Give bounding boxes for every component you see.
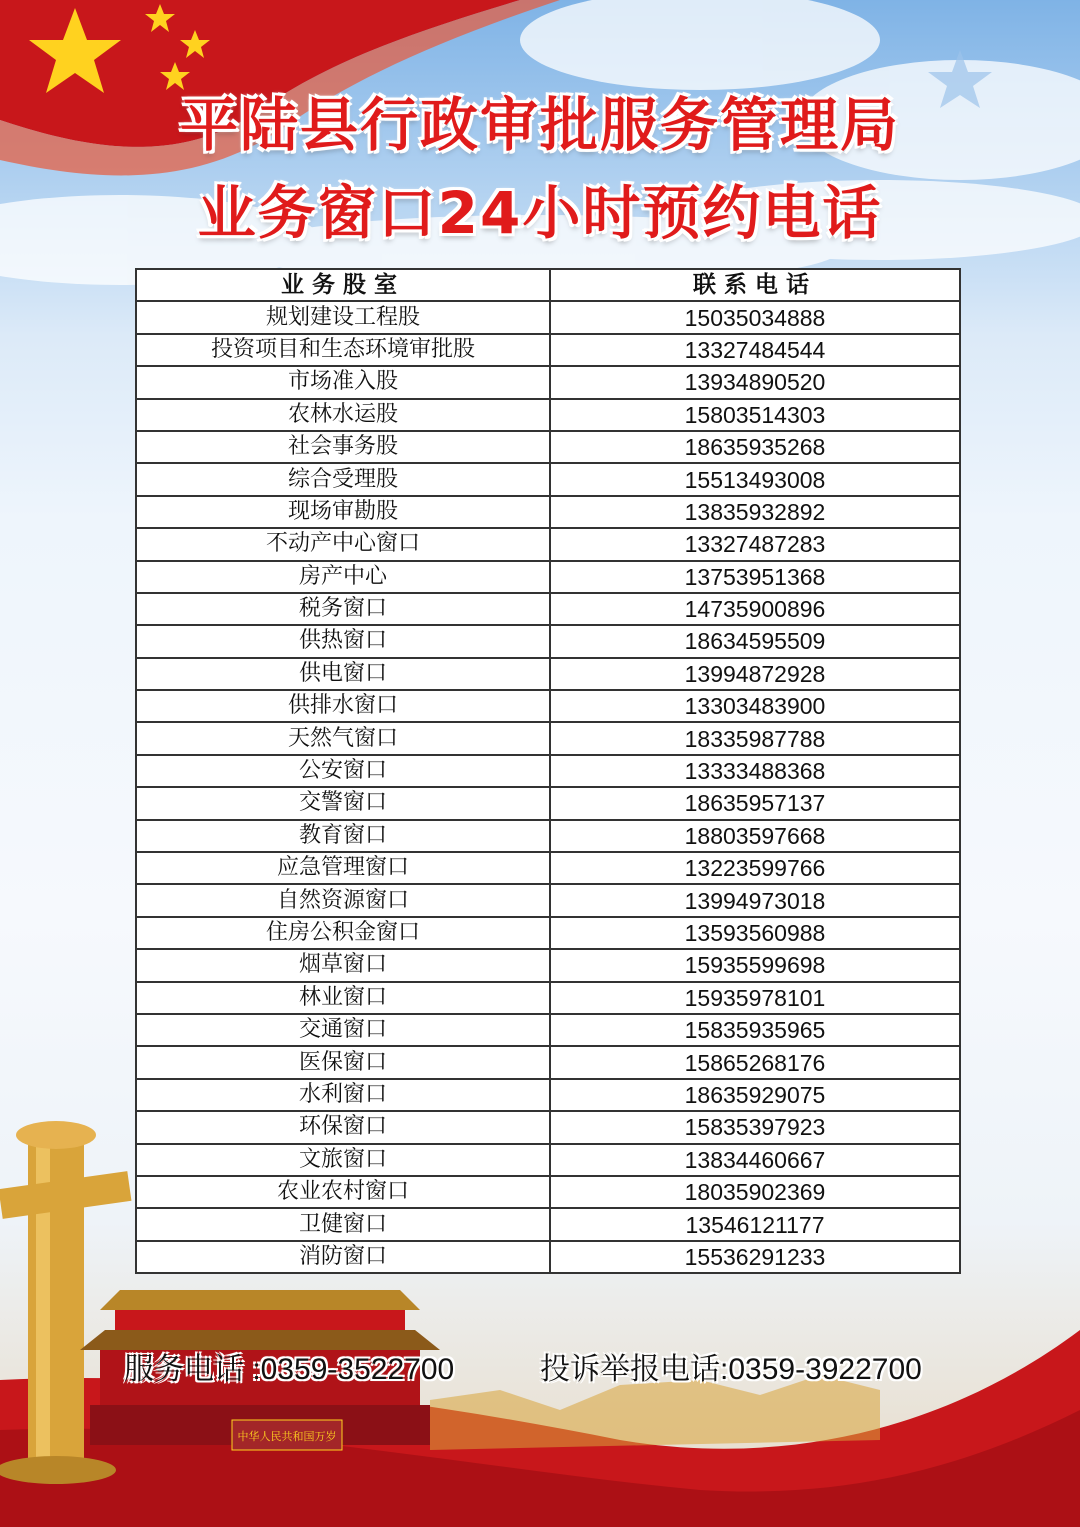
table-row: [136, 820, 960, 852]
table-header-row: [136, 269, 960, 301]
department-cell: 交通窗口: [136, 1014, 550, 1046]
table-row: [136, 496, 960, 528]
department-cell: 水利窗口: [136, 1079, 550, 1111]
phone-cell: 18635929075: [550, 1079, 960, 1111]
table-row: [136, 1176, 960, 1208]
department-cell: 烟草窗口: [136, 949, 550, 981]
phone-cell: 18803597668: [550, 820, 960, 852]
table-row: [136, 852, 960, 884]
department-cell: 农业农村窗口: [136, 1176, 550, 1208]
department-cell: 环保窗口: [136, 1111, 550, 1143]
table-row: [136, 399, 960, 431]
table-row: [136, 528, 960, 560]
table-row: [136, 755, 960, 787]
phone-cell: 18635935268: [550, 431, 960, 463]
table-row: [136, 431, 960, 463]
table-row: [136, 690, 960, 722]
phone-cell: 13994973018: [550, 884, 960, 916]
table-row: [136, 625, 960, 657]
header-phone: 联系电话: [550, 269, 960, 301]
department-cell: 社会事务股: [136, 431, 550, 463]
table-row: [136, 1208, 960, 1240]
phone-cell: 13835932892: [550, 496, 960, 528]
department-cell: 林业窗口: [136, 982, 550, 1014]
table-row: [136, 787, 960, 819]
phone-cell: 14735900896: [550, 593, 960, 625]
department-cell: 应急管理窗口: [136, 852, 550, 884]
page-subtitle: 业务窗口24小时预约电话: [197, 179, 883, 247]
phone-cell: 15935978101: [550, 982, 960, 1014]
department-cell: 教育窗口: [136, 820, 550, 852]
table-row: [136, 949, 960, 981]
department-cell: 消防窗口: [136, 1241, 550, 1273]
table-row: [136, 658, 960, 690]
department-cell: 投资项目和生态环境审批股: [136, 334, 550, 366]
phone-cell: 13593560988: [550, 917, 960, 949]
phone-cell: 18335987788: [550, 722, 960, 754]
table-row: [136, 1014, 960, 1046]
table-row: [136, 593, 960, 625]
department-cell: 市场准入股: [136, 366, 550, 398]
department-cell: 卫健窗口: [136, 1208, 550, 1240]
table-row: [136, 1046, 960, 1078]
phone-cell: 15865268176: [550, 1046, 960, 1078]
service-phone: 服务电话 :0359-3522700: [124, 1353, 455, 1386]
header-department: 业务股室: [136, 269, 550, 301]
table-row: [136, 884, 960, 916]
phone-cell: 15513493008: [550, 463, 960, 495]
table-row: [136, 334, 960, 366]
table-row: [136, 982, 960, 1014]
department-cell: 文旅窗口: [136, 1144, 550, 1176]
department-cell: 天然气窗口: [136, 722, 550, 754]
phone-cell: 13753951368: [550, 561, 960, 593]
building-plaque-text: 中华人民共和国万岁: [237, 1430, 337, 1443]
table-row: [136, 917, 960, 949]
department-cell: 交警窗口: [136, 787, 550, 819]
department-cell: 综合受理股: [136, 463, 550, 495]
department-cell: 现场审勘股: [136, 496, 550, 528]
table-row: [136, 1241, 960, 1273]
phone-cell: 18035902369: [550, 1176, 960, 1208]
table-row: [136, 463, 960, 495]
table-row: [136, 366, 960, 398]
complaint-phone: 投诉举报电话:0359-3922700: [540, 1353, 922, 1386]
department-cell: 不动产中心窗口: [136, 528, 550, 560]
phone-cell: 15803514303: [550, 399, 960, 431]
phone-cell: 13327487283: [550, 528, 960, 560]
phone-cell: 13303483900: [550, 690, 960, 722]
phone-cell: 18635957137: [550, 787, 960, 819]
phone-cell: 13333488368: [550, 755, 960, 787]
phone-cell: 15835397923: [550, 1111, 960, 1143]
page-title: 平陆县行政审批服务管理局: [179, 91, 900, 159]
table-body: [136, 301, 960, 1273]
department-cell: 房产中心: [136, 561, 550, 593]
phone-cell: 15035034888: [550, 301, 960, 333]
department-cell: 住房公积金窗口: [136, 917, 550, 949]
department-cell: 公安窗口: [136, 755, 550, 787]
phone-cell: 13934890520: [550, 366, 960, 398]
table-row: [136, 1111, 960, 1143]
phone-cell: 15835935965: [550, 1014, 960, 1046]
department-cell: 税务窗口: [136, 593, 550, 625]
department-cell: 自然资源窗口: [136, 884, 550, 916]
phone-cell: 15536291233: [550, 1241, 960, 1273]
table-row: [136, 561, 960, 593]
department-cell: 规划建设工程股: [136, 301, 550, 333]
table-row: [136, 1144, 960, 1176]
phone-cell: 13223599766: [550, 852, 960, 884]
phone-cell: 18634595509: [550, 625, 960, 657]
phone-cell: 13546121177: [550, 1208, 960, 1240]
table-row: [136, 722, 960, 754]
phone-cell: 13994872928: [550, 658, 960, 690]
department-cell: 农林水运股: [136, 399, 550, 431]
phone-cell: 15935599698: [550, 949, 960, 981]
table-row: [136, 1079, 960, 1111]
department-cell: 医保窗口: [136, 1046, 550, 1078]
phone-cell: 13834460667: [550, 1144, 960, 1176]
department-cell: 供排水窗口: [136, 690, 550, 722]
department-cell: 供电窗口: [136, 658, 550, 690]
phone-cell: 13327484544: [550, 334, 960, 366]
table-row: [136, 301, 960, 333]
department-cell: 供热窗口: [136, 625, 550, 657]
phone-directory-table: [135, 268, 961, 1274]
